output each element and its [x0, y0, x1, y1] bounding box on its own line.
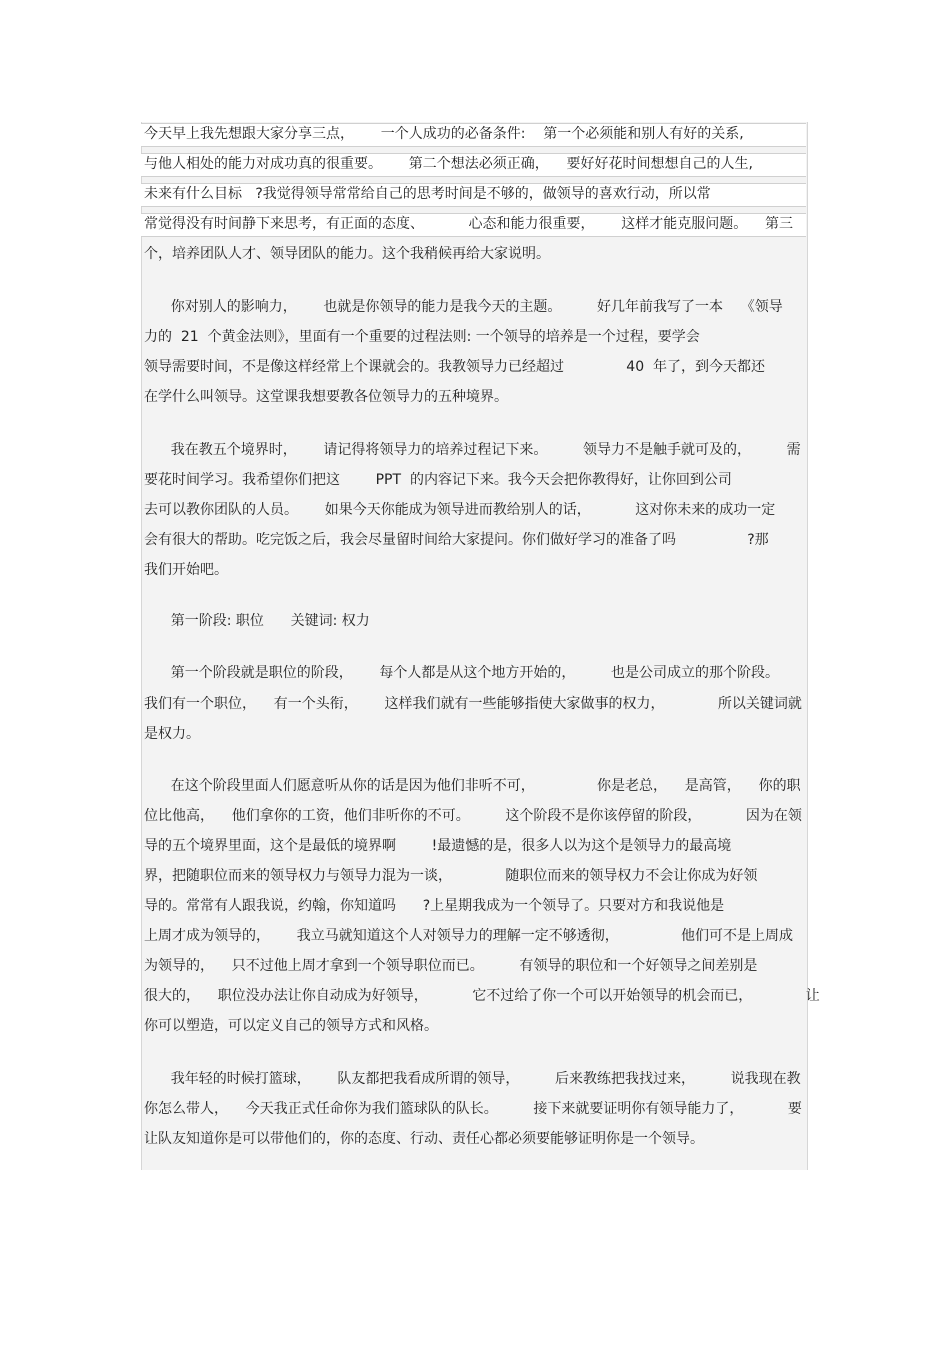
text-line: 导的五个境界里面，这个是最低的境界啊 !最遗憾的是，很多人以为这个是领导力的最高境 [144, 838, 732, 854]
text-line: 上周才成为领导的， 我立马就知道这个人对领导力的理解一定不够透彻， 他们可不是上周成 [144, 928, 794, 944]
text-line: 常觉得没有时间静下来思考，有正面的态度、 心态和能力很重要， 这样才能克服问题。 第三 [144, 216, 794, 232]
text-line: 个，培养团队人才、领导团队的能力。这个我稍候再给大家说明。 [144, 246, 550, 262]
text-line: 为领导的， 只不过他上周才拿到一个领导职位而已。 有领导的职位和一个好领导之间差别是 [144, 958, 758, 974]
text-line: 与他人相处的能力对成功真的很重要。 第二个想法必须正确， 要好好花时间想想自己的人生, [144, 156, 753, 172]
text-line: 你对别人的影响力， 也就是你领导的能力是我今天的主题。 好几年前我写了一本 《领导 [144, 299, 783, 315]
text-line: 会有很大的帮助。吃完饭之后，我会尽量留时间给大家提问。你们做好学习的准备了吗 ?那 [144, 532, 769, 548]
text-line: 界，把随职位而来的领导权力与领导力混为一谈， 随职位而来的领导权力不会让你成为好领 [144, 868, 758, 884]
text-line: 未来有什么目标 ?我觉得领导常常给自己的思考时间是不够的，做领导的喜欢行动，所以常 [144, 186, 711, 202]
text-line: 去可以教你团队的人员。 如果今天你能成为领导进而教给别人的话， 这对你未来的成功一定 [144, 502, 776, 518]
text-line: 你可以塑造，可以定义自己的领导方式和风格。 [144, 1018, 438, 1034]
text-line: 是权力。 [144, 726, 200, 742]
text-line: 第一个阶段就是职位的阶段， 每个人都是从这个地方开始的， 也是公司成立的那个阶段。 [144, 665, 780, 681]
text-line: 要花时间学习。我希望你们把这 PPT 的内容记下来。我今天会把你教得好，让你回到公司 [144, 472, 732, 488]
text-line: 你怎么带人， 今天我正式任命你为我们篮球队的队长。 接下来就要证明你有领导能力了， 要 [144, 1101, 802, 1117]
text-line: 很大的， 职位没办法让你自动成为好领导， 它不过给了你一个可以开始领导的机会而已， 让 [144, 988, 820, 1004]
text-line: 我在教五个境界时， 请记得将领导力的培养过程记下来。 领导力不是触手就可及的， 需 [144, 442, 801, 458]
text-line: 让队友知道你是可以带他们的，你的态度、行动、责任心都必须要能够证明你是一个领导。 [144, 1131, 704, 1147]
text-line: 导的。常常有人跟我说，约翰，你知道吗 ?上星期我成为一个领导了。只要对方和我说他是 [144, 898, 725, 914]
text-line: 力的 21 个黄金法则》，里面有一个重要的过程法则: 一个领导的培养是一个过程，要学会 [144, 329, 700, 345]
text-line: 我们开始吧。 [144, 562, 228, 578]
document-page [141, 122, 820, 1170]
text-line: 在学什么叫领导。这堂课我想要教各位领导力的五种境界。 [144, 389, 508, 405]
section-heading: 第一阶段: 职位 关键词: 权力 [144, 613, 370, 629]
text-line: 在这个阶段里面人们愿意听从你的话是因为他们非听不可， 你是老总， 是高管， 你的职 [144, 778, 801, 794]
text-line: 领导需要时间，不是像这样经常上个课就会的。我教领导力已经超过 40 年了，到今天都还 [144, 359, 766, 375]
text-line: 我年轻的时候打篮球， 队友都把我看成所谓的领导， 后来教练把我找过来， 说我现在教 [144, 1071, 801, 1087]
text-line: 位比他高， 他们拿你的工资，他们非听你的不可。 这个阶段不是你该停留的阶段， 因为在领 [144, 808, 802, 824]
text-line: 我们有一个职位， 有一个头衔， 这样我们就有一些能够指使大家做事的权力， 所以关键词就 [144, 696, 802, 712]
text-line: 今天早上我先想跟大家分享三点， 一个人成功的必备条件: 第一个必须能和别人有好的关系, [144, 126, 744, 142]
